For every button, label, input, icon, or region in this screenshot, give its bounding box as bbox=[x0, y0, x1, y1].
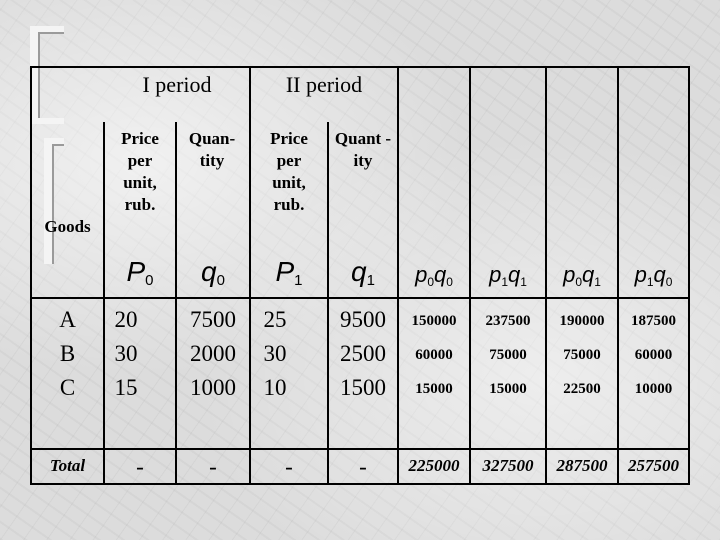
total-label: Total bbox=[49, 456, 86, 475]
symbol-p1q0: $p_1q_0$ bbox=[634, 262, 673, 290]
period-2-header: II period bbox=[285, 72, 363, 97]
symbol-p0q0: $p_0q_0$ bbox=[415, 262, 453, 290]
p1q1-b: 75000 bbox=[489, 347, 527, 363]
q1-a: 9500 bbox=[340, 307, 386, 332]
quantity-header-period-2: Quant -ity bbox=[334, 129, 392, 170]
q0-b: 2000 bbox=[190, 341, 236, 366]
symbol-p1: $P_1$ bbox=[275, 256, 303, 290]
symbol-q0: $q_0$ bbox=[201, 256, 225, 290]
p1q0-b: 60000 bbox=[634, 347, 673, 363]
goods-b: B bbox=[59, 341, 76, 366]
period-1-header: I period bbox=[142, 72, 212, 97]
symbol-p0q1: $p_0q_1$ bbox=[563, 262, 601, 290]
q0-a: 7500 bbox=[190, 307, 236, 332]
q0-c: 1000 bbox=[190, 375, 236, 400]
total-p0q1: 287500 bbox=[556, 456, 608, 475]
p1-a: 25 bbox=[263, 307, 287, 332]
table-top-border bbox=[30, 66, 690, 68]
total-q1: - bbox=[359, 454, 367, 479]
total-p1q1: 327500 bbox=[482, 456, 534, 475]
symbol-p0: $P_0$ bbox=[126, 256, 154, 290]
p1q0-a: 187500 bbox=[631, 313, 676, 329]
header-divider bbox=[30, 297, 690, 299]
p0q0-b: 60000 bbox=[415, 347, 453, 363]
table-left-border bbox=[30, 66, 32, 485]
total-p0q0: 225000 bbox=[408, 456, 460, 475]
quantity-header-period-1: Quan- tity bbox=[188, 129, 236, 170]
p1q1-a: 237500 bbox=[485, 313, 531, 329]
p0q0-c: 15000 bbox=[415, 381, 453, 397]
total-p1: - bbox=[285, 454, 293, 479]
goods-a: A bbox=[59, 307, 76, 332]
symbol-q1: $q_1$ bbox=[351, 256, 375, 290]
p0-c: 15 bbox=[114, 375, 138, 400]
index-calculation-table bbox=[30, 66, 690, 485]
price-header-period-1: Price per unit, rub. bbox=[121, 129, 159, 214]
p0q1-c: 22500 bbox=[563, 381, 601, 397]
total-q0: - bbox=[209, 454, 217, 479]
total-p1q0: 257500 bbox=[628, 456, 679, 475]
q1-b: 2500 bbox=[340, 341, 386, 366]
p1-c: 10 bbox=[263, 375, 287, 400]
goods-c: C bbox=[59, 375, 76, 400]
table-right-border bbox=[688, 66, 690, 485]
goods-header: Goods bbox=[44, 217, 91, 236]
total-p0: - bbox=[136, 454, 144, 479]
p1-b: 30 bbox=[263, 341, 287, 366]
p0q1-b: 75000 bbox=[563, 347, 601, 363]
p1q1-c: 15000 bbox=[489, 381, 527, 397]
q1-c: 1500 bbox=[340, 375, 386, 400]
p0-b: 30 bbox=[114, 341, 138, 366]
price-header-period-2: Price per unit, rub. bbox=[270, 129, 308, 214]
p1q0-c: 10000 bbox=[634, 381, 673, 397]
symbol-p1q1: $p_1q_1$ bbox=[489, 262, 527, 290]
p0q1-a: 190000 bbox=[559, 313, 605, 329]
p0q0-a: 150000 bbox=[411, 313, 457, 329]
p0-a: 20 bbox=[114, 307, 138, 332]
